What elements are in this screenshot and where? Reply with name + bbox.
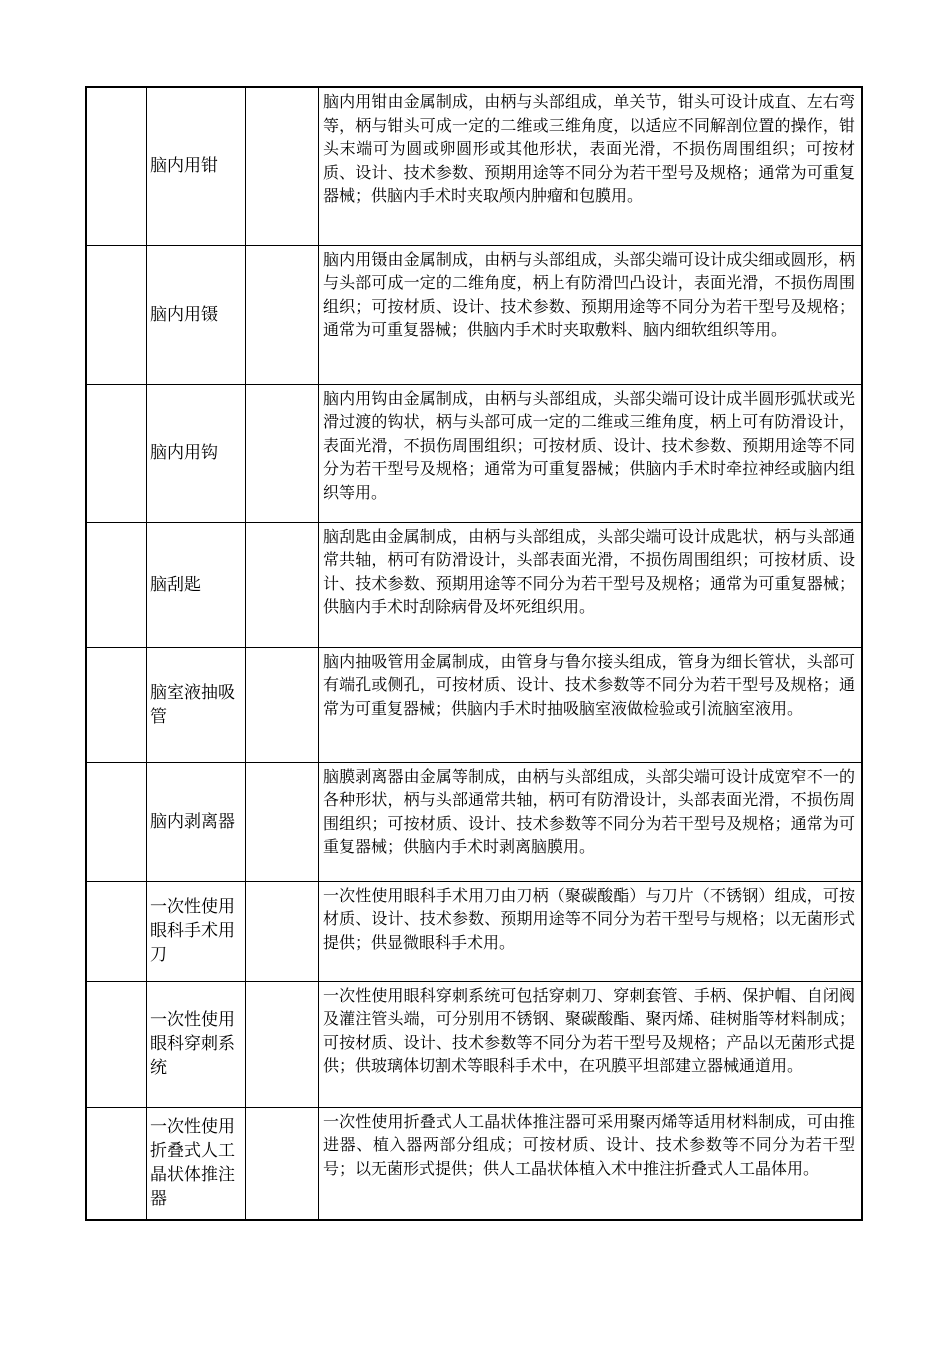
device-name-cell: 脑内剥离器 [147, 762, 246, 881]
device-name-cell: 脑内用钩 [147, 384, 246, 522]
empty-cell [246, 245, 319, 384]
device-name-cell: 脑内用镊 [147, 245, 246, 384]
table-row [86, 384, 862, 522]
empty-cell [86, 981, 147, 1107]
device-description-cell: 脑内用钳由金属制成，由柄与头部组成，单关节，钳头可设计成直、左右弯等，柄与钳头可成一定的二维或三维角度，以适应不同解剖位置的操作，钳头末端可为圆或卵圆形或其他形状，表面光滑，不损伤周围组织；可按材质、设计、技术参数、预期用途等不同分为若干型号及规格；通常为可重复器械；供脑内手术时夹取颅内肿瘤和包膜用。 [319, 87, 863, 245]
empty-cell [246, 981, 319, 1107]
device-name-cell: 一次性使用眼科穿刺系统 [147, 981, 246, 1107]
device-description-cell: 一次性使用折叠式人工晶状体推注器可采用聚丙烯等适用材料制成，可由推进器、植入器两部分组成；可按材质、设计、技术参数等不同分为若干型号；以无菌形式提供；供人工晶状体植入术中推注折叠式人工晶体用。 [319, 1107, 863, 1220]
empty-cell [86, 881, 147, 981]
empty-cell [246, 87, 319, 245]
empty-cell [246, 384, 319, 522]
table-row [86, 647, 862, 762]
device-description-cell: 一次性使用眼科穿刺系统可包括穿刺刀、穿刺套管、手柄、保护帽、自闭阀及灌注管头端，可分别用不锈钢、聚碳酸酯、聚丙烯、硅树脂等材料制成；可按材质、设计、技术参数等不同分为若干型号及规格；产品以无菌形式提供；供玻璃体切割术等眼科手术中，在巩膜平坦部建立器械通道用。 [319, 981, 863, 1107]
empty-cell [246, 522, 319, 647]
device-name-cell: 一次性使用折叠式人工晶状体推注器 [147, 1107, 246, 1220]
empty-cell [86, 647, 147, 762]
device-name-cell: 脑内用钳 [147, 87, 246, 245]
empty-cell [86, 245, 147, 384]
device-description-cell: 脑膜剥离器由金属等制成，由柄与头部组成，头部尖端可设计成宽窄不一的各种形状，柄与头部通常共轴，柄可有防滑设计，头部表面光滑，不损伤周围组织；可按材质、设计、技术参数等不同分为若干型号及规格；通常为可重复器械；供脑内手术时剥离脑膜用。 [319, 762, 863, 881]
table-row [86, 87, 862, 245]
device-name-cell: 脑室液抽吸管 [147, 647, 246, 762]
table-row [86, 1107, 862, 1220]
device-description-cell: 一次性使用眼科手术用刀由刀柄（聚碳酸酯）与刀片（不锈钢）组成，可按材质、设计、技术参数、预期用途等不同分为若干型号与规格；以无菌形式提供；供显微眼科手术用。 [319, 881, 863, 981]
device-description-cell: 脑内用镊由金属制成，由柄与头部组成，头部尖端可设计成尖细或圆形，柄与头部可成一定的二维角度，柄上有防滑凹凸设计，表面光滑，不损伤周围组织；可按材质、设计、技术参数、预期用途等不同分为若干型号及规格；通常为可重复器械；供脑内手术时夹取敷料、脑内细软组织等用。 [319, 245, 863, 384]
table-row [86, 522, 862, 647]
empty-cell [246, 1107, 319, 1220]
empty-cell [86, 87, 147, 245]
device-description-cell: 脑内抽吸管用金属制成，由管身与鲁尔接头组成，管身为细长管状，头部可有端孔或侧孔，可按材质、设计、技术参数等不同分为若干型号及规格；通常为可重复器械；供脑内手术时抽吸脑室液做检验或引流脑室液用。 [319, 647, 863, 762]
device-name-cell: 脑刮匙 [147, 522, 246, 647]
table-row [86, 245, 862, 384]
table-row [86, 881, 862, 981]
empty-cell [86, 522, 147, 647]
device-description-cell: 脑刮匙由金属制成，由柄与头部组成，头部尖端可设计成匙状，柄与头部通常共轴，柄可有防滑设计，头部表面光滑，不损伤周围组织；可按材质、设计、技术参数、预期用途等不同分为若干型号及规格；通常为可重复器械；供脑内手术时刮除病骨及坏死组织用。 [319, 522, 863, 647]
empty-cell [246, 762, 319, 881]
table-row [86, 762, 862, 881]
empty-cell [246, 647, 319, 762]
empty-cell [246, 881, 319, 981]
device-table [85, 86, 863, 1221]
device-description-cell: 脑内用钩由金属制成，由柄与头部组成，头部尖端可设计成半圆形弧状或光滑过渡的钩状，柄与头部可成一定的二维或三维角度，柄上可有防滑设计，表面光滑，不损伤周围组织；可按材质、设计、技术参数、预期用途等不同分为若干型号及规格；通常为可重复器械；供脑内手术时牵拉神经或脑内组织等用。 [319, 384, 863, 522]
empty-cell [86, 762, 147, 881]
empty-cell [86, 384, 147, 522]
device-name-cell: 一次性使用眼科手术用刀 [147, 881, 246, 981]
empty-cell [86, 1107, 147, 1220]
table-row [86, 981, 862, 1107]
